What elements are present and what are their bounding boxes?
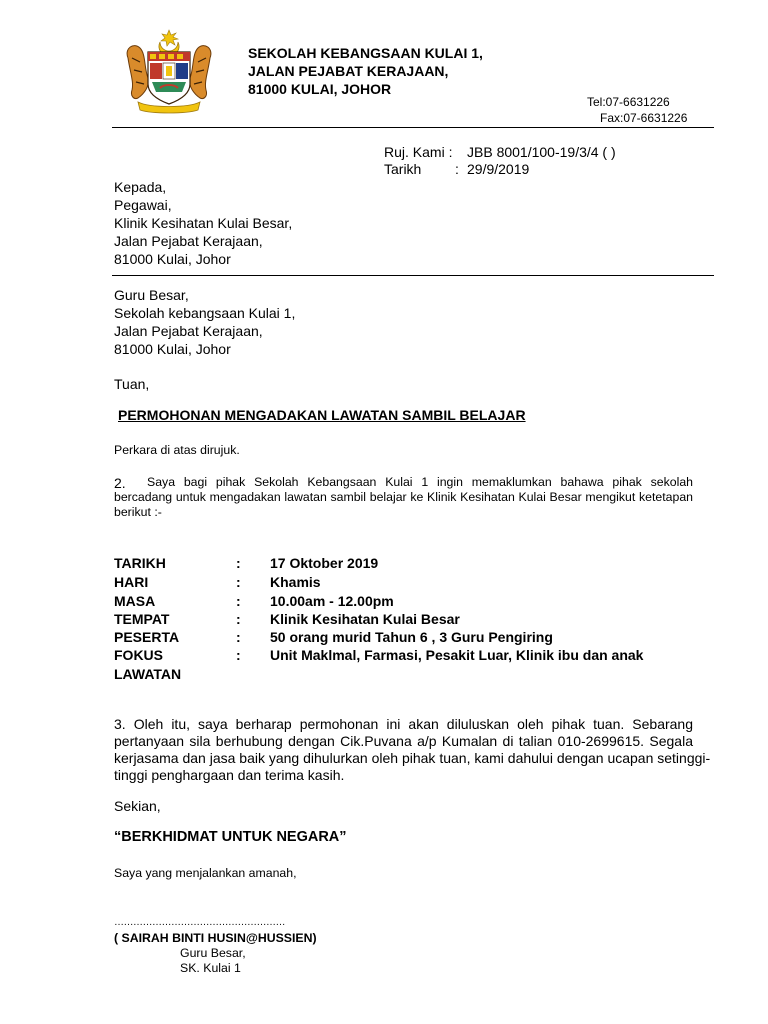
detail-value: 50 orang murid Tahun 6 , 3 Guru Pengiring (270, 629, 553, 645)
sender-line: Jalan Pejabat Kerajaan, (114, 323, 263, 339)
intro-line: Perkara di atas dirujuk. (114, 443, 240, 457)
sender-line: Guru Besar, (114, 287, 189, 303)
header-divider (112, 127, 714, 128)
sender-line: 81000 Kulai, Johor (114, 341, 231, 357)
signatory-title: Guru Besar, (180, 946, 246, 960)
detail-value: Khamis (270, 574, 321, 590)
school-postcode-line: 81000 KULAI, JOHOR (248, 81, 392, 97)
detail-label: TARIKH (114, 555, 166, 571)
letter-date: 29/9/2019 (467, 161, 530, 177)
detail-value: 10.00am - 12.00pm (270, 593, 394, 609)
recipient-line: Kepada, (114, 179, 167, 195)
detail-colon: : (236, 555, 241, 571)
signature-line: ……………………………………………… (114, 917, 285, 928)
detail-label: LAWATAN (114, 666, 182, 682)
detail-label: PESERTA (114, 629, 180, 645)
school-name-line: SEKOLAH KEBANGSAAN KULAI 1, (248, 45, 483, 61)
letter-subject: PERMOHONAN MENGADAKAN LAWATAN SAMBIL BELAJAR (118, 407, 526, 423)
signatory-name: ( SAIRAH BINTI HUSIN@HUSSIEN) (114, 931, 317, 945)
detail-label: MASA (114, 593, 156, 609)
closing: Sekian, (114, 798, 161, 814)
fax-number: Fax:07-6631226 (600, 111, 688, 125)
paragraph-line: berikut :- (114, 505, 162, 519)
detail-value: Klinik Kesihatan Kulai Besar (270, 611, 460, 627)
detail-colon: : (236, 647, 241, 663)
paragraph-number: 2. (114, 475, 126, 491)
detail-label: HARI (114, 574, 149, 590)
paragraph-line: 3. Oleh itu, saya berharap permohonan ini akan diluluskan oleh pihak tuan. Sebarang (114, 716, 693, 732)
school-address-line: JALAN PEJABAT KERAJAAN, (248, 63, 449, 79)
telephone-number: Tel:07-6631226 (587, 95, 670, 109)
detail-value: 17 Oktober 2019 (270, 555, 379, 571)
date-label: Tarikh (384, 161, 422, 177)
detail-colon: : (236, 629, 241, 645)
detail-colon: : (236, 611, 241, 627)
detail-label: TEMPAT (114, 611, 170, 627)
paragraph-line: tinggi penghargaan dan terima kasih. (114, 767, 345, 783)
recipient-line: Jalan Pejabat Kerajaan, (114, 233, 263, 249)
detail-label: FOKUS (114, 647, 163, 663)
detail-value: Unit Maklmal, Farmasi, Pesakit Luar, Klinik ibu dan anak (270, 647, 644, 663)
coat-of-arms-emblem (120, 28, 218, 114)
signatory-school: SK. Kulai 1 (180, 961, 241, 975)
date-colon: : (455, 161, 459, 177)
paragraph-line: kerjasama dan jasa baik yang dihulurkan oleh pihak tuan, kami dahului dengan ucapan setinggi- (114, 750, 711, 766)
recipient-line: Klinik Kesihatan Kulai Besar, (114, 215, 293, 231)
recipient-line: 81000 Kulai, Johor (114, 251, 231, 267)
recipient-line: Pegawai, (114, 197, 172, 213)
salutation: Tuan, (114, 376, 150, 392)
detail-colon: : (236, 574, 241, 590)
address-divider (112, 275, 714, 276)
paragraph-line: bercadang untuk mengadakan lawatan sambil belajar ke Klinik Kesihatan Kulai Besar mengikut ketetapan (114, 490, 693, 504)
trust-line: Saya yang menjalankan amanah, (114, 866, 297, 880)
paragraph-line: pertanyaan sila berhubung dengan Cik.Puvana a/p Kumalan di talian 010-2699615. Segala (114, 733, 693, 749)
detail-colon: : (236, 593, 241, 609)
paragraph-line: Saya bagi pihak Sekolah Kebangsaan Kulai 1 ingin memaklumkan bahawa pihak sekolah (147, 475, 693, 489)
motto: “BERKHIDMAT UNTUK NEGARA” (114, 829, 347, 845)
reference-label: Ruj. Kami : (384, 144, 453, 160)
sender-line: Sekolah kebangsaan Kulai 1, (114, 305, 296, 321)
reference-number: JBB 8001/100-19/3/4 ( ) (467, 144, 616, 160)
